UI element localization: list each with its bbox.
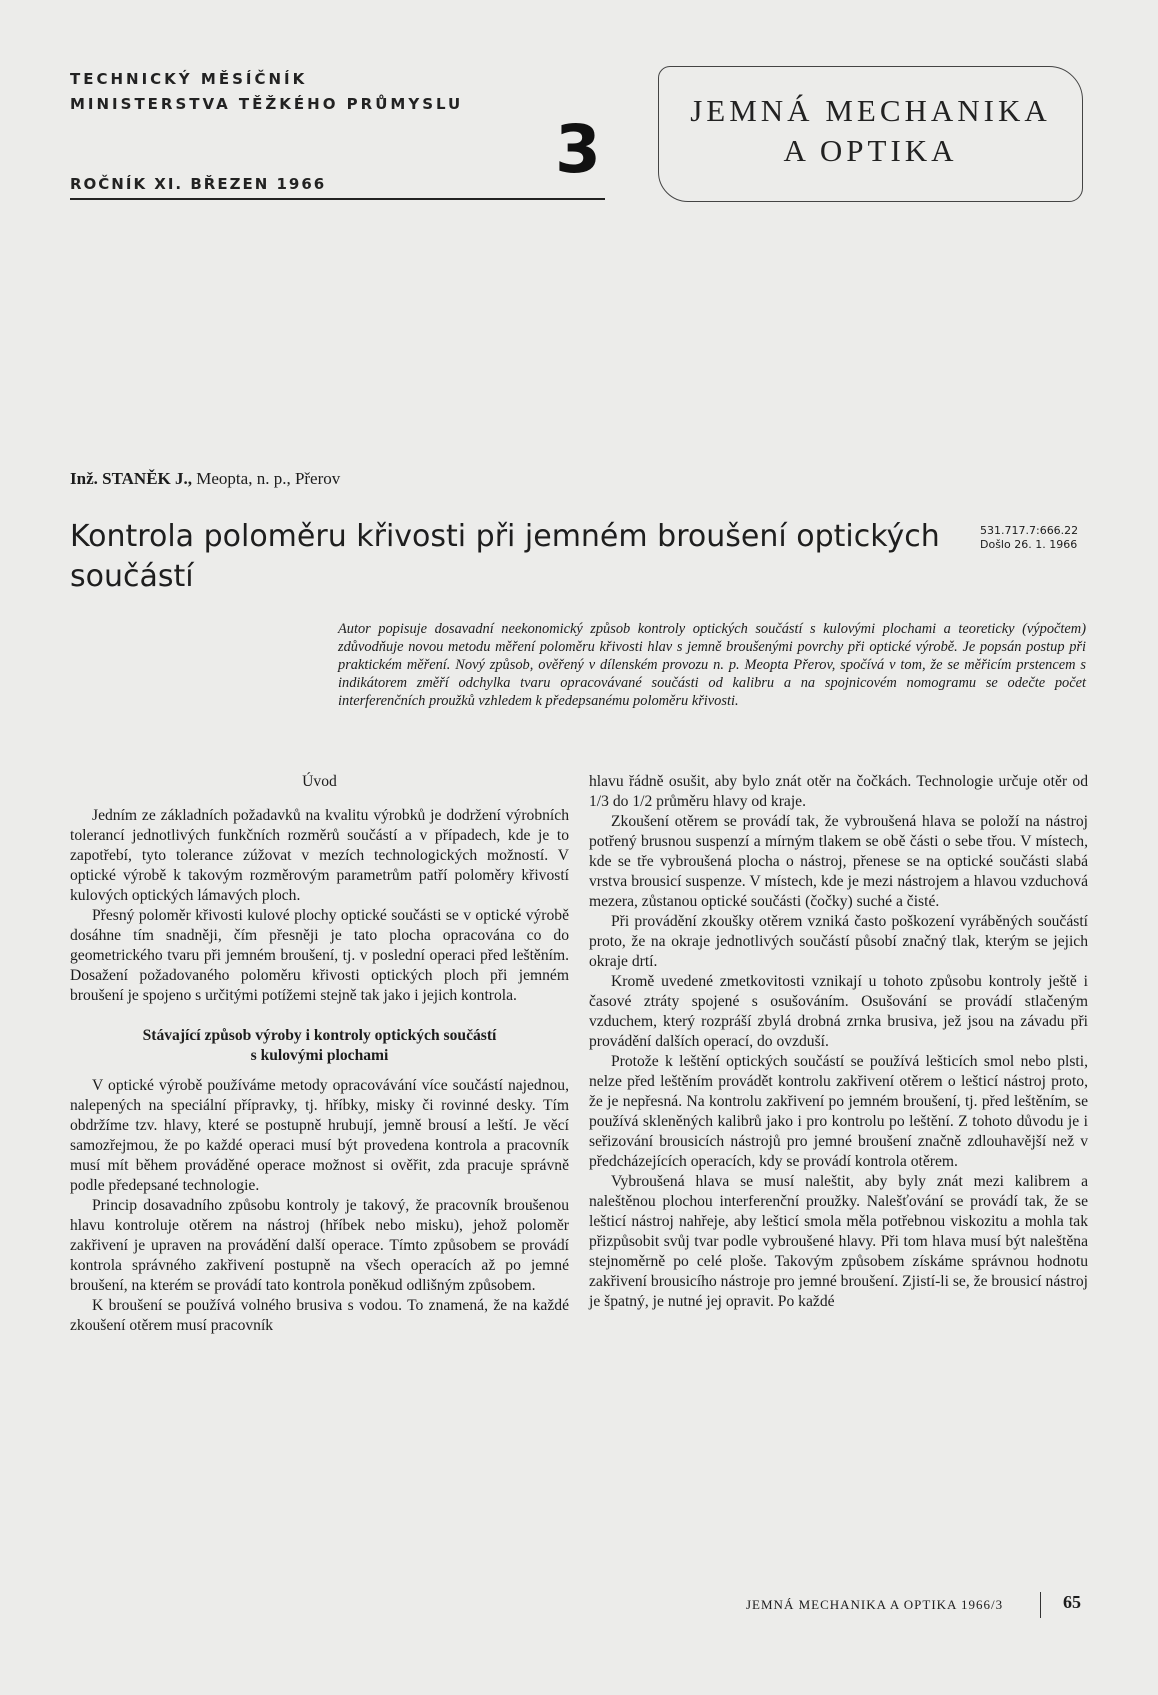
section-heading-existing-method bbox=[70, 1026, 569, 1066]
paragraph: V optické výrobě používáme metody opracovávání více součástí najednou, nalepených na speciální přípravky, tj. hříbky, misky či rovinné desky. Tím obdržíme tzv. hlavy, které se postupně hrubují, jemně brousí a leští. Je věcí samozřejmou, že po každé operaci musí být provedena kontrola a pracovník musí mít během prováděné operace možnost si ověřit, zda pracuje správně podle předepsané technologie. bbox=[70, 1077, 569, 1194]
paragraph: Princip dosavadního způsobu kontroly je takový, že pracovník broušenou hlavu kontroluje otěrem na nástroj (hříbek nebo misku), jehož poloměr zakřivení je upraven na provádění další operace. Tímto způsobem se provádí kontrola správného zakřivení postupně na všech operacích až po jemné broušení, na kterém se provádí tato kontrola poněkud odlišným způsobem. bbox=[70, 1197, 569, 1294]
left-column bbox=[70, 772, 569, 1336]
paragraph: Kromě uvedené zmetkovitosti vznikají u tohoto způsobu kontroly ještě i časové ztráty spojené s osušováním. Osušování se provádí stlačeným vzduchem, který rozpráší zbylá drobná zrnka brusiva, jež jsou na závadu při provádění dalších operací, do ovzduší. bbox=[589, 973, 1088, 1050]
received-date: Došlo 26. 1. 1966 bbox=[980, 538, 1078, 551]
volume-date: ROČNÍK XI. BŘEZEN 1966 bbox=[70, 175, 327, 193]
footer-separator bbox=[1040, 1592, 1041, 1618]
paragraph: Jedním ze základních požadavků na kvalitu výrobků je dodržení výrobních tolerancí jednotlivých funkčních rozměrů součástí a v případech, kde je to zapotřebí, tyto tolerance zúžovat v mezích technologických možností. V optické výrobě k takovým rozměrovým parametrům patří poloměry křivostí kulových optických lámavých ploch. bbox=[70, 807, 569, 904]
right-column bbox=[589, 772, 1088, 1312]
issue-number: 3 bbox=[555, 111, 601, 188]
journal-title-line-1: JEMNÁ MECHANIKA bbox=[690, 93, 1051, 128]
paragraph: Při provádění zkoušky otěrem vzniká často poškození vyráběných součástí proto, že na okraje jednotlivých součástí působí značný tlak, kterým se jejich okraje drtí. bbox=[589, 913, 1088, 970]
masthead-rule bbox=[70, 198, 605, 200]
classification-block bbox=[980, 524, 1078, 552]
paragraph: K broušení se používá volného brusiva s vodou. To znamená, že na každé zkoušení otěrem musí pracovník bbox=[70, 1297, 569, 1334]
author-line bbox=[70, 469, 340, 489]
subheading-line-1: Stávající způsob výroby i kontroly optických součástí bbox=[142, 1027, 497, 1044]
paragraph: Přesný poloměr křivosti kulové plochy optické součásti se v optické výrobě dosáhne tím snadněji, čím přesněji je tato plocha opracována co do geometrického tvaru při jemném broušení, tj. v poslední operaci před leštěním. Dosažení požadovaného poloměru křivosti optických ploch při jemném broušení je spojeno s určitými potížemi stejně tak jako i jejich kontrola. bbox=[70, 907, 569, 1004]
section-heading-intro: Úvod bbox=[302, 773, 337, 790]
journal-title-line-2: A OPTIKA bbox=[783, 133, 958, 168]
journal-title-box bbox=[658, 66, 1083, 202]
masthead-line-2: MINISTERSTVA TĚŽKÉHO PRŮMYSLU bbox=[70, 95, 464, 113]
page-number: 65 bbox=[1063, 1592, 1081, 1612]
author-affiliation: Meopta, n. p., Přerov bbox=[196, 469, 341, 488]
abstract: Autor popisuje dosavadní neekonomický způsob kontroly optických součástí s kulovými plochami a teoreticky (výpočtem) zdůvodňuje novou metodu měření poloměru křivosti hlav s jemně broušenými povrchy při optické výrobě. Je popsán postup při praktickém měření. Nový způsob, ověřený v dílenském provozu n. p. Meopta Přerov, spočívá v tom, že se měřicím prstencem s indikátorem změří odchylka tvaru opracovávané součásti od kalibru a na spojnicovém nomogramu se odečte počet interferenčních proužků vzhledem k předepsanému poloměru křivosti. bbox=[338, 621, 1086, 709]
udc-code: 531.717.7:666.22 bbox=[980, 524, 1079, 537]
masthead-line-1: TECHNICKÝ MĚSÍČNÍK bbox=[70, 70, 308, 88]
paragraph: Zkoušení otěrem se provádí tak, že vybroušená hlava se položí na nástroj potřený brusnou suspenzí a mírným tlakem se obě části o sebe třou. V místech, kde se tře vybroušená plocha o nástroj, přenese se na optické součásti slabá vrstva brousicí suspenze. V místech, kde je mezi nástrojem a hlavou vzduchová mezera, zůstanou optické součásti (čočky) suché a čisté. bbox=[589, 813, 1088, 910]
subheading-line-2: s kulovými plochami bbox=[250, 1047, 389, 1064]
author-name: Inž. STANĚK J., bbox=[70, 469, 193, 488]
paragraph: Protože k leštění optických součástí se používá lešticích smol nebo plsti, nelze před leštěním provádět kontrolu zakřivení otěrem o lešticí nástroj proto, že je nepřesná. Na kontrolu zakřivení po jemném broušení, tj. před leštěním, se používá skleněných kalibrů jako i pro kontrolu po leštění. Z tohoto důvodu je i seřizování brousicích nástrojů pro jemné broušení značně zdlouhavější než v předcházejících operacích, kdy se provádí kontrola otěrem. bbox=[589, 1053, 1088, 1170]
paragraph: Vybroušená hlava se musí naleštit, aby byly znát mezi kalibrem a naleštěnou plochou interferenční proužky. Nalešťování se provádí tak, že se lešticí nástroj nahřeje, aby lešticí smola měla potřebnou viskozitu a mohla tak přizpůsobit svůj tvar podle vybroušené hlavy. Při tom hlava musí být naleštěna stejnoměrně po celé ploše. Takovým způsobem získáme správnou hodnotu zakřivení brousicího nástroje pro jemné broušení. Zjistí-li se, že brousicí nástroj je špatný, je nutné jej opravit. Po každé bbox=[589, 1173, 1088, 1310]
paragraph: hlavu řádně osušit, aby bylo znát otěr na čočkách. Technologie určuje otěr od 1/3 do 1/2 průměru hlavy od kraje. bbox=[589, 773, 1088, 810]
article-title: Kontrola poloměru křivosti při jemném broušení optických součástí bbox=[70, 519, 940, 594]
footer-journal-issue: JEMNÁ MECHANIKA A OPTIKA 1966/3 bbox=[746, 1597, 1004, 1612]
